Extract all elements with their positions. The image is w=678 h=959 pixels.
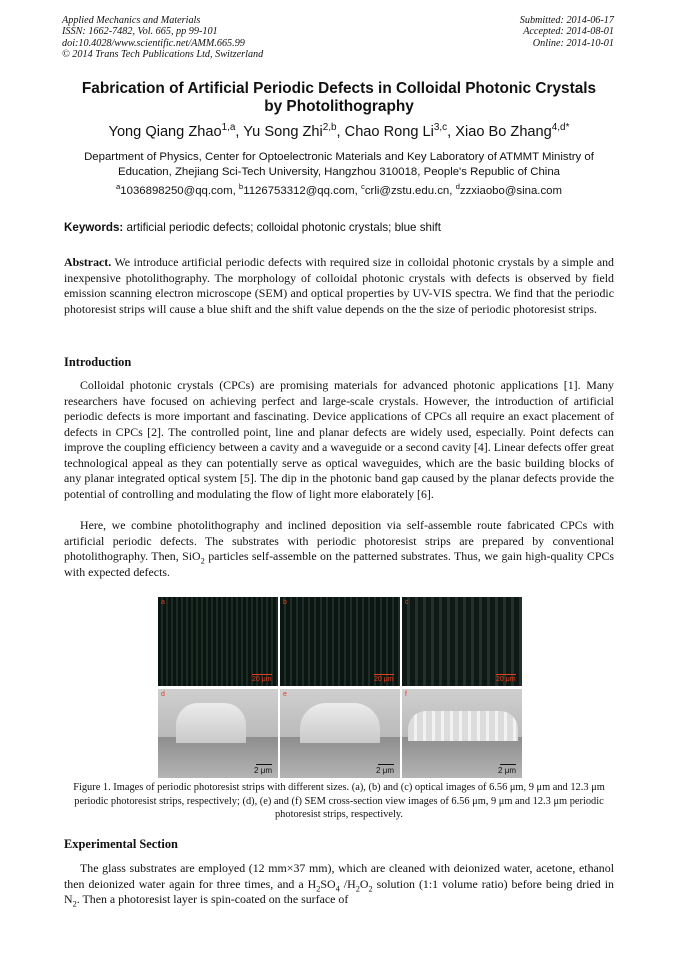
email-link[interactable]: zzxiaobo@sina.com <box>459 185 562 197</box>
panel-label: f <box>405 691 407 698</box>
email-link[interactable]: 1036898250@qq.com <box>120 185 233 197</box>
journal-issn: ISSN: 1662-7482, Vol. 665, pp 99-101 <box>62 26 218 38</box>
email-link[interactable]: 1126753312@qq.com <box>243 185 355 197</box>
scale-bar: 2 μm <box>498 766 516 775</box>
submission-dates <box>520 15 614 49</box>
figure-1 <box>158 597 522 779</box>
author-name: Xiao Bo Zhang <box>455 124 552 140</box>
sem-image-d <box>158 689 278 778</box>
intro-paragraph-2: Here, we combine photolithography and inclined deposition via self-assemble route fabricated CPCs with artificial periodic defects. The substrates with periodic photoresist strips are prepared by conventional photolithography. Then, SiO$_2$ particles self-assemble on the patterned substrates. Thus, we gain high-quality CPCs with expected defects. <box>64 518 615 579</box>
panel-label: e <box>283 691 287 698</box>
journal-doi: doi:10.4028/www.scientific.net/AMM.665.99 <box>62 37 245 49</box>
panel-label: a <box>161 599 165 606</box>
panel-label: b <box>283 599 287 606</box>
abstract <box>64 255 614 317</box>
paper-title: Fabrication of Artificial Periodic Defects in Colloidal Photonic Crystals by Photolithography <box>81 80 597 115</box>
journal-header <box>62 15 263 60</box>
keywords <box>64 221 616 234</box>
scale-bar: 2 μm <box>254 766 272 775</box>
author-list: Yong Qiang Zhao$^{1,a}$, Yu Song Zhi$^{2,b}$, Chao Rong Li$^{3,c}$, Xiao Bo Zhang$^{4,d*}$ <box>108 122 570 140</box>
author-name: Yong Qiang Zhao <box>108 124 222 140</box>
optical-image-a <box>158 597 278 686</box>
experimental-heading: Experimental Section <box>64 837 178 851</box>
scale-bar: 20 μm <box>496 676 516 683</box>
author-name: Chao Rong Li <box>344 124 434 140</box>
email-list: $^a$1036898250@qq.com, $^b$1126753312@qq.com, $^c$crli@zstu.edu.cn, $^d$zzxiaobo@sina.com <box>115 182 562 197</box>
sem-image-e <box>280 689 400 778</box>
optical-image-c <box>402 597 522 686</box>
author-name: Yu Song Zhi <box>243 124 323 140</box>
panel-label: c <box>405 599 409 606</box>
journal-copyright: © 2014 Trans Tech Publications Ltd, Switzerland <box>62 48 264 60</box>
accepted-date: Accepted: 2014-08-01 <box>523 26 614 38</box>
optical-image-b <box>280 597 400 686</box>
keywords-label: Keywords: <box>64 221 124 234</box>
abstract-text: We introduce artificial periodic defects with required size in colloidal photonic crystals by a simple and inexpensive photolithography. The morphology of colloidal photonic crystals with defects is observed by field emission scanning electron microscope (SEM) and optical properties by UV-VIS spectra. We find that the periodic photoresist strips will cause a blue shift and the shift value depends on the the size of periodic photoresist strips. <box>64 255 614 316</box>
experimental-paragraph-1: The glass substrates are employed (12 mm×37 mm), which are cleaned with deionized water, acetone, ethanol then deionized water again for three times, and a $H_2SO_4$ $/H_2O_2$ solution (1:1 volume ratio) before being dried in $N_2$. Then a photoresist layer is spin-coated on the surface of <box>64 861 614 909</box>
journal-name: Applied Mechanics and Materials <box>62 15 201 26</box>
affiliation: Department of Physics, Center for Optoelectronic Materials and Key Laboratory of ATMMT Ministry of Education, Zhejiang Sci-Tech University, Hangzhou 310018, People's Republic of China <box>84 151 594 178</box>
intro-paragraph-1: Colloidal photonic crystals (CPCs) are promising materials for advanced photonic applications [1]. Many researchers have focused on achieving perfect and large-scale crystals. However, the introduction of artificial periodic defects is more important and fascinating. Device applications of CPCs all require an exact placement of defects in CPCs [2]. The controlled point, line and planar defects are widely used, especially. Point defects can improve the coupling efficiency between a cavity and a waveguide or a second cavity [4]. Linear defects offer great technological appeal as they can potentially serve as optical waveguides, which are the basic building blocks of any planar integrated optical system [5]. The dip in the photonic band gap caused by the planar defects provide the potential of controlling and modulating the flow of light more elaborately [6]. <box>64 378 614 501</box>
abstract-label: Abstract. <box>64 255 112 269</box>
online-date: Online: 2014-10-01 <box>532 37 614 49</box>
sem-image-f <box>402 689 522 778</box>
scale-bar: 2 μm <box>376 766 394 775</box>
submitted-date: Submitted: 2014-06-17 <box>519 15 614 26</box>
panel-label: d <box>161 691 165 698</box>
figure-caption: Figure 1. Images of periodic photoresist strips with different sizes. (a), (b) and (c) optical images of 6.56 μm, 9 μm and 12.3 μm periodic photoresist strips, respectively; (d), (e) and (f) SEM cross-section view images of 6.56 μm, 9 μm and 12.3 μm periodic photoresist strips, respectively. <box>73 782 605 820</box>
email-link[interactable]: crli@zstu.edu.cn <box>364 185 450 197</box>
scale-bar: 20 μm <box>374 676 394 683</box>
scale-bar: 20 μm <box>252 676 272 683</box>
keywords-text: artificial periodic defects; colloidal photonic crystals; blue shift <box>126 221 441 234</box>
introduction-heading: Introduction <box>64 355 132 369</box>
